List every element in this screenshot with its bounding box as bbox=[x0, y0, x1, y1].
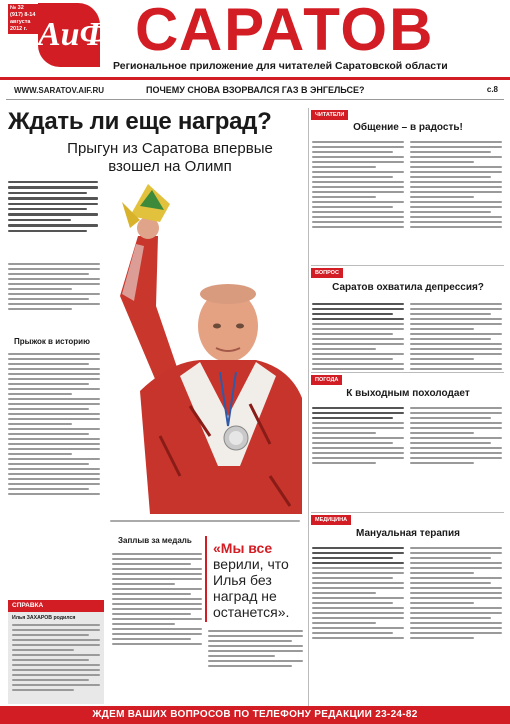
title-manual-therapy: Мануальная терапия bbox=[356, 528, 460, 539]
right-col-3b bbox=[410, 404, 502, 467]
body-column-a2 bbox=[8, 350, 100, 498]
right-col-4b bbox=[410, 544, 502, 642]
reference-box bbox=[8, 612, 104, 704]
right-col-2b bbox=[410, 300, 502, 373]
newspaper-subtitle: Региональное приложение для читателей Саратовской области bbox=[113, 60, 448, 72]
right-col-2a bbox=[312, 300, 404, 373]
right-col-1b bbox=[410, 138, 502, 231]
subtitle-history: Прыжок в историю bbox=[14, 337, 90, 346]
body-column-d bbox=[112, 550, 202, 648]
right-separator-3 bbox=[311, 512, 504, 513]
reference-name: Илья ЗАХАРОВ родился bbox=[12, 615, 76, 621]
promo-headline: ПОЧЕМУ СНОВА ВЗОРВАЛСЯ ГАЗ В ЭНГЕЛЬСЕ? bbox=[146, 85, 365, 95]
newspaper-title: САРАТОВ bbox=[135, 0, 435, 63]
title-communication: Общение – в радость! bbox=[353, 122, 463, 133]
photo-caption bbox=[110, 517, 300, 525]
body-column-a bbox=[8, 260, 100, 313]
right-col-3a bbox=[312, 404, 404, 467]
website-url[interactable]: WWW.SARATOV.AIF.RU bbox=[14, 86, 105, 95]
tag-weather: ПОГОДА bbox=[311, 375, 342, 385]
tag-readers: ЧИТАТЕЛИ bbox=[311, 110, 348, 120]
lead-paragraph bbox=[8, 178, 98, 235]
right-separator-1 bbox=[311, 265, 504, 266]
masthead-divider bbox=[0, 77, 510, 80]
promo-page-ref: с.8 bbox=[486, 85, 498, 94]
issue-number: № 32 (917) 8-14 августа 2012 г. bbox=[8, 4, 38, 34]
quote-lead: «Мы все bbox=[213, 540, 273, 556]
right-separator-2 bbox=[311, 372, 504, 373]
tag-question: ВОПРОС bbox=[311, 268, 343, 278]
reference-label: СПРАВКА bbox=[8, 600, 104, 612]
body-column-e bbox=[208, 627, 303, 670]
masthead bbox=[0, 0, 510, 82]
title-depression: Саратов охватила депрессия? bbox=[332, 282, 484, 293]
main-headline: Ждать ли еще наград? bbox=[8, 108, 272, 135]
right-col-4a bbox=[312, 544, 404, 642]
column-divider bbox=[308, 108, 309, 706]
athlete-photo bbox=[100, 176, 302, 514]
subtitle-medal: Заплыв за медаль bbox=[118, 536, 192, 545]
right-col-1a bbox=[312, 138, 404, 231]
footer-banner: ЖДЕМ ВАШИХ ВОПРОСОВ ПО ТЕЛЕФОНУ РЕДАКЦИИ 23-24-82 bbox=[0, 706, 510, 724]
promo-strip bbox=[6, 84, 504, 100]
aif-logo: АиФ bbox=[38, 3, 100, 67]
quote-rest: верили, что Илья без наград не останется». bbox=[213, 556, 290, 620]
title-weather: К выходным похолодает bbox=[346, 388, 470, 399]
pull-quote bbox=[205, 536, 302, 622]
tag-medicine: МЕДИЦИНА bbox=[311, 515, 351, 525]
main-subhead: Прыгун из Саратова впервые взошел на Олимп bbox=[67, 140, 273, 175]
